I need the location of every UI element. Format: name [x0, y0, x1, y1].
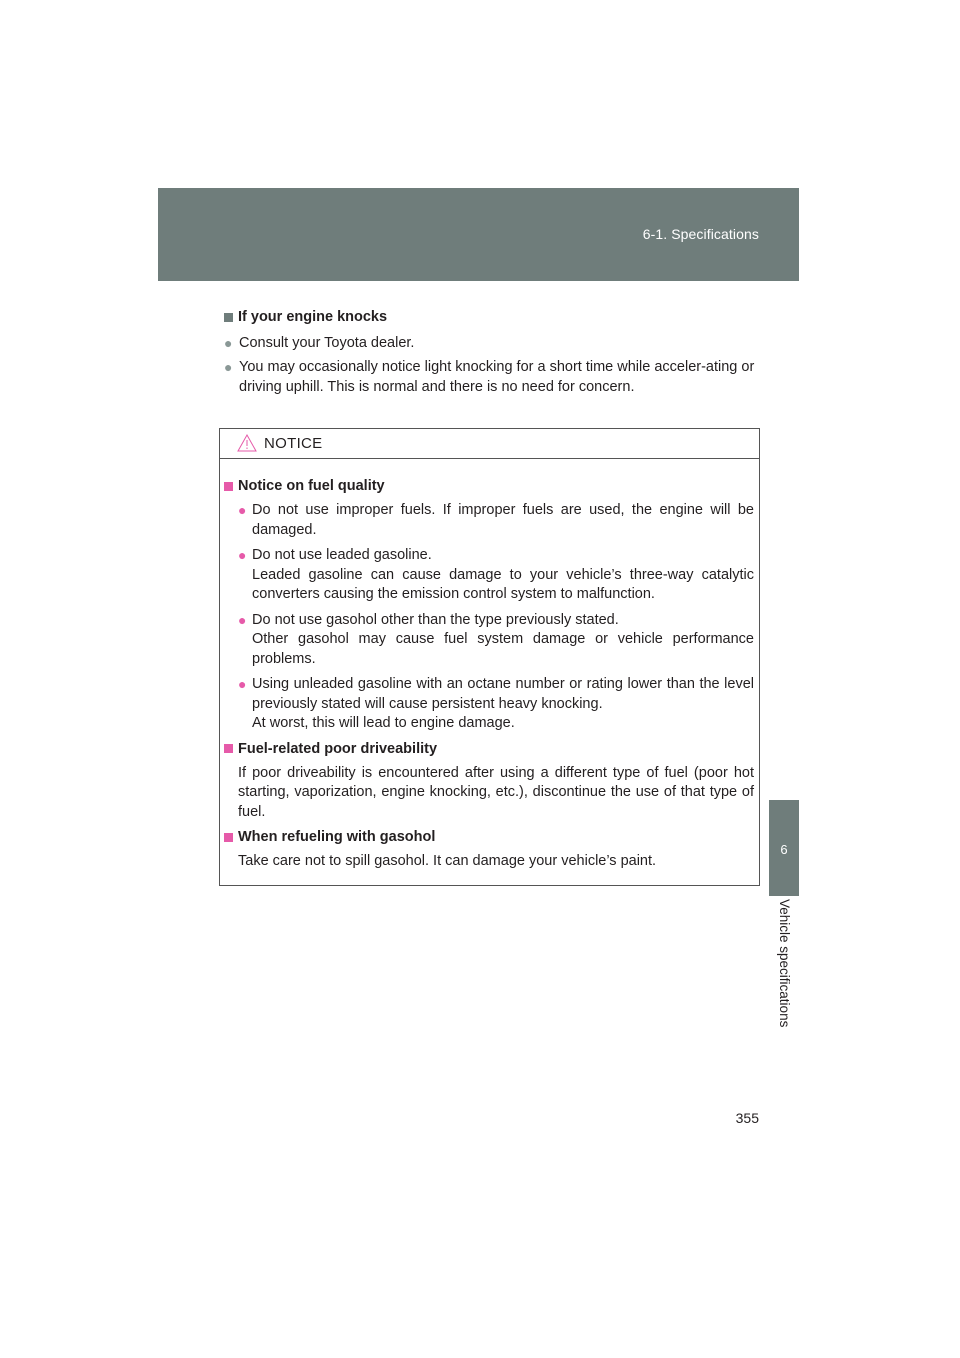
gasohol-text: Take care not to spill gasohol. It can damage your vehicle’s paint.: [238, 853, 657, 869]
list-item: [224, 333, 760, 353]
notice-box: [219, 428, 760, 886]
list-item-line: At worst, this will lead to engine damage.: [252, 715, 515, 731]
chapter-number: 6: [780, 842, 788, 857]
chapter-label: Vehicle specifications: [777, 899, 792, 1028]
square-bullet-icon: [224, 744, 233, 753]
knocks-heading-text: If your engine knocks: [238, 309, 388, 325]
circle-bullet-icon: ●: [224, 359, 233, 375]
driveability-text: If poor driveability is encountered after using a different type of fuel (poor hot starting, vaporization, engine knocking, etc.), discontinue the use of that type of fuel.: [238, 764, 754, 820]
list-item-line: Leaded gasoline can cause damage to your vehicle’s three-way catalytic converters causing the emission control system to malfunction.: [252, 566, 754, 602]
gasohol-heading: [224, 828, 754, 846]
circle-bullet-icon: ●: [238, 502, 247, 518]
list-item: [224, 611, 754, 670]
warning-triangle-icon: [237, 434, 257, 452]
list-item: [224, 357, 760, 397]
square-bullet-icon: [224, 833, 233, 842]
list-item-line: Do not use gasohol other than the type previously stated.: [252, 611, 619, 628]
list-item-line: Do not use leaded gasoline.: [252, 547, 432, 563]
list-item: [224, 501, 754, 540]
driveability-heading: [224, 740, 754, 758]
list-item: [224, 546, 754, 605]
circle-bullet-icon: ●: [238, 611, 247, 628]
page-number: 355: [735, 1110, 759, 1126]
notice-title: NOTICE: [264, 435, 323, 452]
circle-bullet-icon: ●: [238, 676, 247, 692]
list-item-text: Do not use improper fuels. If improper fuels are used, the engine will be damaged.: [252, 502, 754, 538]
fuel-quality-heading-text: Notice on fuel quality: [238, 478, 385, 494]
section-title: 6-1. Specifications: [642, 226, 759, 242]
header-band: [158, 188, 799, 281]
notice-body: [224, 471, 754, 872]
list-item-text: [252, 675, 754, 734]
list-item-text: You may occasionally notice light knocking for a short time while acceler-ating or driving uphill. This is normal and there is no need for concern.: [239, 359, 755, 395]
list-item: [224, 675, 754, 734]
circle-bullet-icon: ●: [238, 547, 247, 563]
gasohol-heading-text: When refueling with gasohol: [238, 829, 436, 845]
driveability-heading-text: Fuel-related poor driveability: [238, 740, 438, 757]
knocks-section: [224, 308, 760, 397]
knocks-heading: [224, 308, 760, 326]
notice-header: [220, 429, 759, 459]
list-item-line: Other gasohol may cause fuel system damage or vehicle performance problems.: [252, 631, 754, 667]
list-item-text: Consult your Toyota dealer.: [239, 335, 415, 351]
list-item-line: Using unleaded gasoline with an octane number or rating lower than the level previously stated will cause persistent heavy knocking.: [252, 676, 754, 712]
list-item-text: [252, 546, 754, 605]
list-item-text: [252, 611, 754, 670]
square-bullet-icon: [224, 313, 233, 322]
square-bullet-icon: [224, 482, 233, 491]
fuel-quality-heading: [224, 477, 754, 495]
chapter-tab: [769, 800, 799, 896]
circle-bullet-icon: ●: [224, 335, 233, 351]
